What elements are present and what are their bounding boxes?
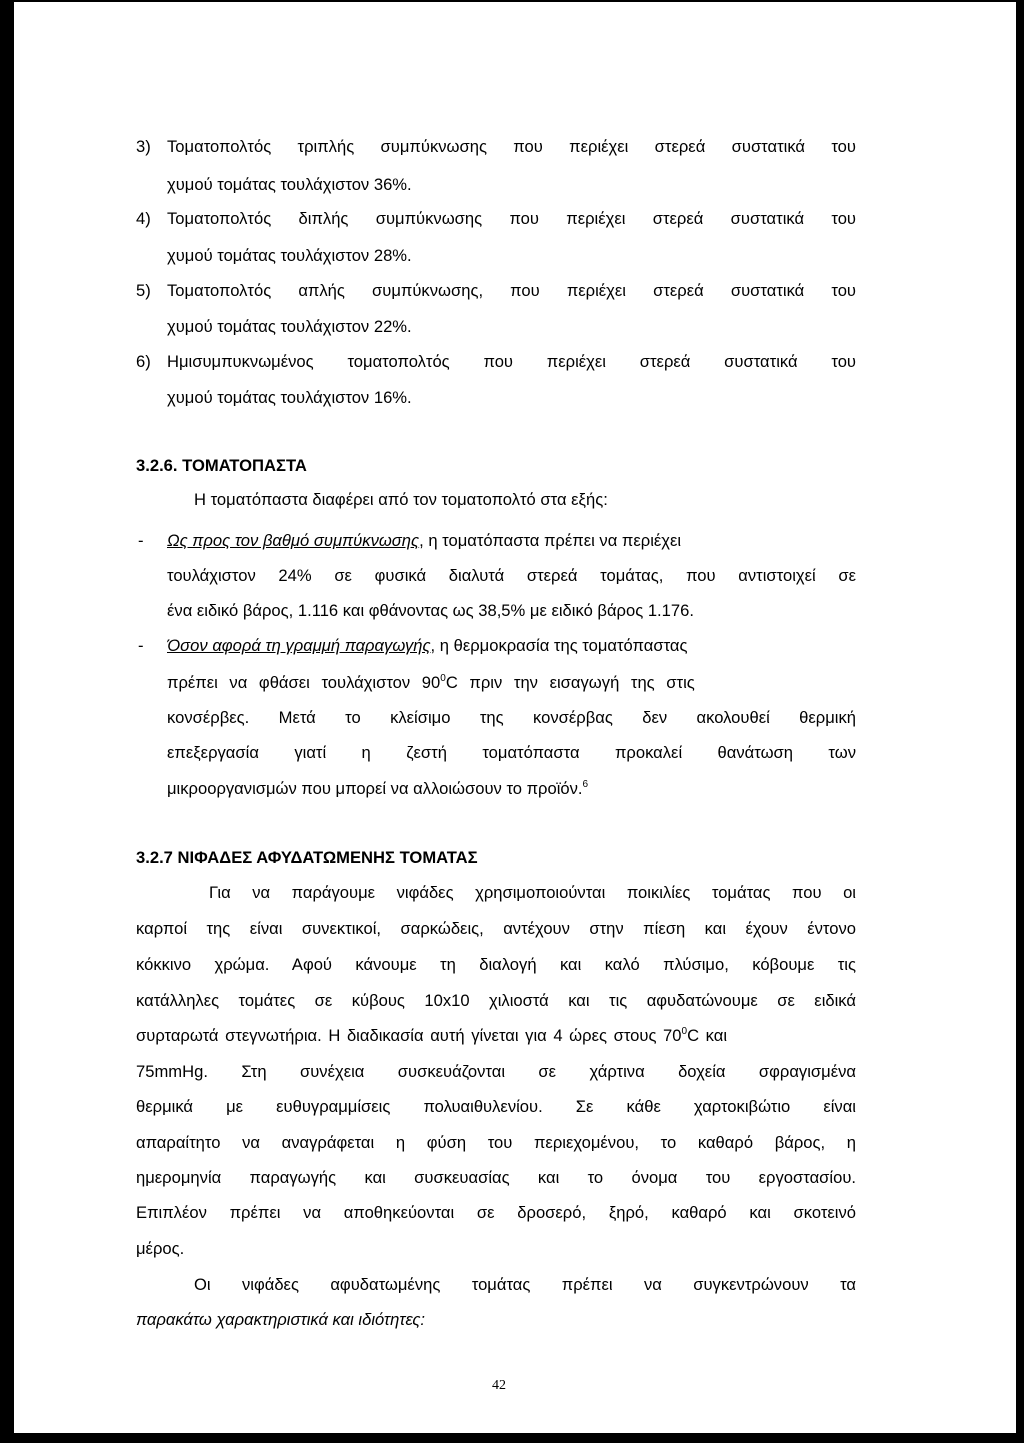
paragraph-line-10: Επιπλέον πρέπει να αποθηκεύονται σε δροσερό, ξηρό, καθαρό και σκοτεινό [136,1203,856,1222]
bullet-2-line-1 [167,635,688,657]
bullet-2-underlined-phrase: Όσον αφορά τη γραμμή παραγωγής [167,636,431,655]
paragraph-line-11: μέρος. [136,1239,185,1258]
list-item-5-line-2: χυμού τομάτας τουλάχιστον 22%. [167,317,412,336]
list-number-6: 6) [136,352,151,371]
bullet-2-line-1-rest: , η θερμοκρασία της τοματόπαστας [430,636,688,655]
degree-superscript: 0 [681,1026,688,1037]
degree-superscript: 0 [440,673,446,684]
paragraph-line-4: κατάλληλες τομάτες σε κύβους 10x10 χιλιοστά και τις αφυδατώνουμε σε ειδικά [136,991,856,1010]
list-number-5: 5) [136,281,151,300]
list-item-4-line-2: χυμού τομάτας τουλάχιστον 28%. [167,246,412,265]
paragraph-line-2: καρποί της είναι συνεκτικοί, σαρκώδεις, αντέχουν στην πίεση και έχουν έντονο [136,919,856,938]
bullet-1-line-3: ένα ειδικό βάρος, 1.116 και φθάνοντας ως 38,5% με ειδικό βάρος 1.176. [167,601,694,620]
bullet-2-line-5 [167,778,588,800]
list-item-4-line-1: Τοματοπολτός διπλής συμπύκνωσης που περιέχει στερεά συστατικά του [167,209,856,228]
paragraph-line-13: παρακάτω χαρακτηριστικά και ιδιότητες: [136,1310,426,1329]
paragraph-line-1: Για να παράγουμε νιφάδες χρησιμοποιούνται ποικιλίες τομάτας που οι [209,883,856,902]
paragraph-line-5-start: συρταρωτά στεγνωτήρια. Η διαδικασία αυτή γίνεται για 4 ώρες στους 70 [136,1026,682,1045]
paragraph-line-7: θερμικά με ευθυγραμμίσεις πολυαιθυλενίου. Σε κάθε χαρτοκιβώτιο είναι [136,1097,856,1116]
paragraph-line-8: απαραίτητο να αναγράφεται η φύση του περιεχομένου, το καθαρό βάρος, η [136,1133,856,1152]
bullet-1-underlined-phrase: Ως προς τον βαθμό συμπύκνωσης [167,531,420,550]
page-number: 42 [492,1378,506,1393]
bullet-2-line-2 [167,672,856,694]
list-number-3: 3) [136,137,151,156]
list-item-5-line-1: Τοματοπολτός απλής συμπύκνωσης, που περιέχει στερεά συστατικά του [167,281,856,300]
bullet-2-line-3: κονσέρβες. Μετά το κλείσιμο της κονσέρβας δεν ακολουθεί θερμική [167,708,856,727]
bullet-dash: - [138,636,144,655]
bullet-1-line-2: τουλάχιστον 24% σε φυσικά διαλυτά στερεά τομάτας, που αντιστοιχεί σε [167,566,856,585]
paragraph-line-5-end: C και [687,1026,728,1045]
list-number-4: 4) [136,209,151,228]
list-item-3-line-2: χυμού τομάτας τουλάχιστον 36%. [167,175,412,194]
tomato-paste-intro: Η τοματόπαστα διαφέρει από τον τοματοπολτό στα εξής: [194,490,608,509]
list-item-3-line-1: Τοματοπολτός τριπλής συμπύκνωσης που περιέχει στερεά συστατικά του [167,137,856,156]
paragraph-line-3: κόκκινο χρώμα. Αφού κάνουμε τη διαλογή και καλό πλύσιμο, κόβουμε τις [136,955,856,974]
bullet-2-line-2-start: πρέπει να φθάσει τουλάχιστον 90 [167,673,441,692]
bullet-1-line-1 [167,530,856,552]
section-heading-3-2-7: 3.2.7 ΝΙΦΑΔΕΣ ΑΦΥΔΑΤΩΜΕΝΗΣ ΤΟΜΑΤΑΣ [136,848,478,867]
list-item-6-line-2: χυμού τομάτας τουλάχιστον 16%. [167,388,412,407]
bullet-2-line-2-end: C πριν την εισαγωγή της στις [445,673,695,692]
paragraph-line-6: 75mmHg. Στη συνέχεια συσκευάζονται σε χάρτινα δοχεία σφραγισμένα [136,1062,856,1081]
paragraph-line-12: Οι νιφάδες αφυδατωμένης τομάτας πρέπει να συγκεντρώνουν τα [194,1275,856,1294]
paragraph-line-5 [136,1025,856,1047]
bullet-1-line-1-rest: , η τοματόπαστα πρέπει να περιέχει [419,531,682,550]
bullet-2-line-5-text: μικροοργανισμών που μπορεί να αλλοιώσουν το προϊόν. [167,779,583,798]
list-item-6-line-1: Ημισυμπυκνωμένος τοματοπολτός που περιέχει στερεά συστατικά του [167,352,856,371]
paragraph-line-9: ημερομηνία παραγωγής και συσκευασίας και το όνομα του εργοστασίου. [136,1168,856,1187]
footnote-reference: 6 [582,779,589,790]
bullet-dash: - [138,531,144,550]
bullet-2-line-4: επεξεργασία γιατί η ζεστή τοματόπαστα προκαλεί θανάτωση των [167,743,856,762]
section-heading-3-2-6: 3.2.6. ΤΟΜΑΤΟΠΑΣΤΑ [136,456,307,475]
